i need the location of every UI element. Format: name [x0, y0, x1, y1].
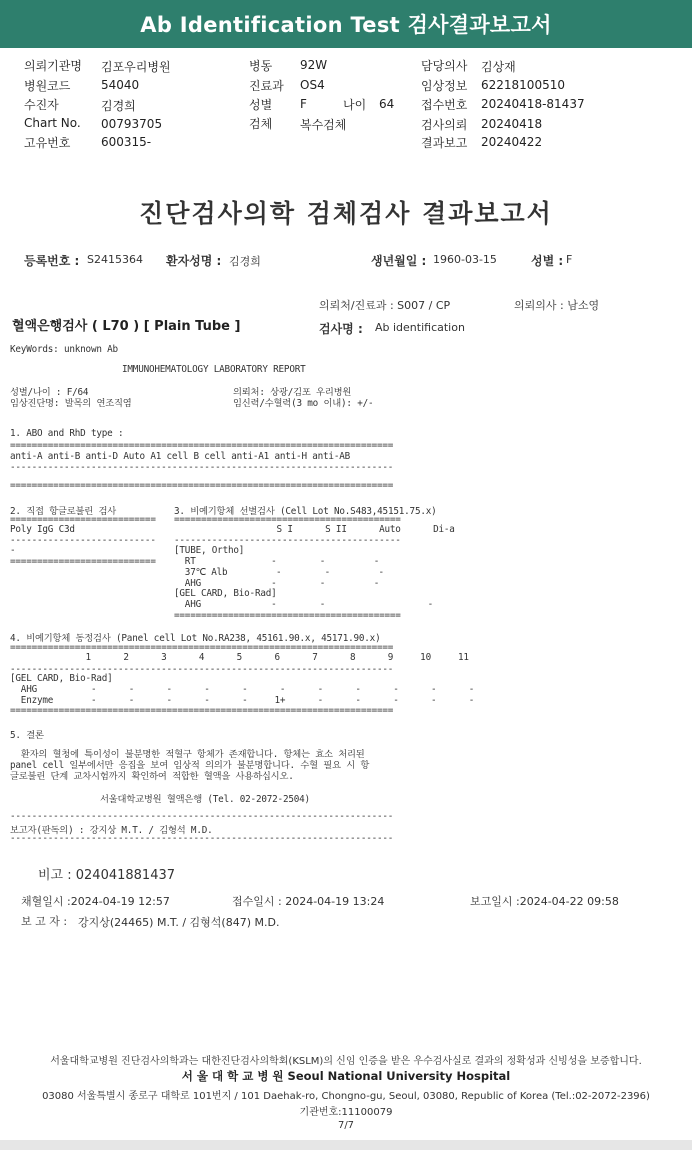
test-group: 혈액은행검사 ( L70 ) [ Plain Tube ]: [12, 319, 241, 334]
separator: ==========================================: [174, 514, 401, 525]
dat-columns: Poly IgG C3d: [10, 524, 75, 535]
lab-report-title: IMMUNOHEMATOLOGY LABORATORY REPORT: [122, 364, 306, 375]
pregnancy-transfusion: 임신력/수혈력(3 mo 이내): +/-: [233, 398, 374, 409]
chart-no-value: 00793705: [101, 117, 163, 131]
registration-value: S2415364: [87, 253, 143, 266]
requester: 의뢰처: 상광/김포 우리병원: [233, 387, 352, 398]
receipt-no-value: 20240418-81437: [481, 97, 585, 111]
physician-value: 김상재: [481, 60, 516, 74]
separator: =======================================================================: [10, 642, 394, 653]
test-name-label: 검사명 :: [319, 322, 363, 336]
report-banner-title: Ab Identification Test 검사결과보고서: [0, 0, 692, 48]
screen-row: [TUBE, Ortho]: [174, 545, 245, 556]
institution-number: 기관번호:11100079: [299, 1107, 393, 1118]
separator: ---------------------------: [10, 535, 156, 546]
department-label: 진료과: [249, 79, 284, 93]
clinical-info-value: 62218100510: [481, 78, 565, 92]
patient-name-label: 환자성명 :: [166, 254, 222, 268]
hospital-code-label: 병원코드: [24, 79, 71, 93]
final-reporter-label: 보 고 자 :: [21, 915, 68, 928]
screen-section-title: 3. 비예기항체 선별검사 (Cell Lot No.S483,45151.75.x): [174, 506, 437, 517]
separator: -----------------------------------------------------------------------: [10, 811, 394, 822]
report-date-value: 20240422: [481, 135, 543, 149]
panel-section-title: 4. 비예기항체 동정검사 (Panel cell Lot No.RA238, 45161.90.x, 45171.90.x): [10, 633, 381, 644]
receipt-no-label: 접수번호: [421, 98, 468, 112]
conclusion-title: 5. 결론: [10, 730, 44, 741]
abo-columns: anti-A anti-B anti-D Auto A1 cell B cell anti-A1 anti-H anti-AB: [10, 451, 351, 462]
final-reporter-value: 강지상(24465) M.T. / 김형석(847) M.D.: [78, 916, 280, 929]
unique-no-value: 600315-: [101, 135, 152, 149]
diagnosis: 임상진단명: 발목의 연조직염: [10, 398, 132, 409]
separator: -----------------------------------------------------------------------: [10, 664, 394, 675]
hospital-address: 03080 서울특별시 종로구 대학로 101번지 / 101 Daehak-ro, Chongno-gu, Seoul, 03080, Republic of Korea (Tel.:02-2072-2396): [42, 1091, 650, 1102]
requesting-department: 의뢰처/진료과 : S007 / CP: [319, 299, 451, 312]
patient-value: 김경희: [101, 99, 136, 113]
dat-section-title: 2. 직접 항글로불린 검사: [10, 506, 117, 517]
age-value: 64: [379, 97, 395, 111]
chart-no-label: Chart No.: [24, 116, 81, 130]
report-date-label: 결과보고: [421, 136, 468, 150]
dob-value: 1960-03-15: [433, 253, 497, 266]
separator: ===========================: [10, 556, 156, 567]
certification-note: 서울대학교병원 진단검사의학과는 대한진단검사의학회(KSLM)의 신임 인증을 받은 우수검사실로 결과의 정확성과 신빙성을 보증합니다.: [50, 1056, 642, 1067]
age-label: 나이: [343, 98, 367, 112]
specimen-value: 복수검체: [300, 118, 347, 132]
screen-row: AHG - - -: [174, 578, 380, 589]
department-value: OS4: [300, 78, 325, 92]
remarks: 비고 : 024041881437: [38, 868, 176, 883]
report-sex-label: 성별 :: [531, 254, 564, 268]
separator: =======================================================================: [10, 440, 394, 451]
report-sex-value: F: [566, 253, 573, 266]
sex-age: 성별/나이 : F/64: [10, 387, 89, 398]
receipt-time: 접수일시 : 2024-04-19 13:24: [232, 895, 385, 908]
requesting-doctor: 의뢰의사 : 남소영: [514, 299, 600, 312]
screen-columns: S I S II Auto Di-a: [174, 524, 455, 535]
sex-value: F: [300, 97, 307, 111]
registration-label: 등록번호 :: [24, 254, 80, 268]
screen-row: [GEL CARD, Bio-Rad]: [174, 588, 277, 599]
blood-bank-contact: 서울대학교병원 혈액은행 (Tel. 02-2072-2504): [100, 794, 310, 805]
keywords: KeyWords: unknown Ab: [10, 344, 118, 355]
separator: =======================================================================: [10, 480, 394, 491]
dat-result: -: [10, 545, 16, 556]
conclusion-line: panel cell 일부에서만 응집을 보여 임상적 의의가 불분명합니다. 수혈 필요 시 항: [10, 760, 370, 771]
conclusion-line: 환자의 혈청에 특이성이 불분명한 적혈구 항체가 존재합니다. 항체는 효소 처리된: [10, 749, 365, 760]
patient-name-value: 김경희: [229, 255, 261, 268]
collection-time: 채혈일시 :2024-04-19 12:57: [21, 895, 170, 908]
conclusion-line: 글로불린 단계 교차시험까지 확인하여 적합한 혈액을 사용하십시오.: [10, 771, 294, 782]
screen-row: RT - - -: [174, 556, 380, 567]
ward-label: 병동: [249, 59, 273, 73]
patient-label: 수진자: [24, 98, 59, 112]
hospital-code-value: 54040: [101, 78, 140, 92]
unique-no-label: 고유번호: [24, 136, 71, 150]
request-date-value: 20240418: [481, 117, 543, 131]
request-date-label: 검사의뢰: [421, 118, 468, 132]
specimen-label: 검체: [249, 117, 273, 131]
report-time: 보고일시 :2024-04-22 09:58: [470, 895, 619, 908]
panel-columns: 1 2 3 4 5 6 7 8 9 10 11: [10, 652, 469, 663]
hospital-name: 서 울 대 학 교 병 원 Seoul National University Hospital: [181, 1069, 511, 1083]
panel-row: AHG - - - - - - - - - - -: [10, 684, 475, 695]
separator: =======================================================================: [10, 705, 394, 716]
screen-row: AHG - - -: [174, 599, 434, 610]
clinical-info-label: 임상정보: [421, 79, 468, 93]
panel-row: Enzyme - - - - - 1+ - - - - -: [10, 695, 475, 706]
screen-row: 37℃ Alb - - -: [174, 567, 384, 578]
report-title: 진단검사의학 검체검사 결과보고서: [139, 199, 553, 228]
ward-value: 92W: [300, 58, 328, 72]
panel-row: [GEL CARD, Bio-Rad]: [10, 673, 113, 684]
page-bottom-bar: [0, 1140, 692, 1150]
separator: ==========================================: [174, 610, 401, 621]
page-number: 7/7: [337, 1120, 355, 1131]
separator: -----------------------------------------------------------------------: [10, 462, 394, 473]
separator: -----------------------------------------------------------------------: [10, 833, 394, 844]
sex-label: 성별: [249, 98, 273, 112]
report-reporter: 보고자(판독의) : 강지상 M.T. / 김형석 M.D.: [10, 825, 213, 836]
dob-label: 생년월일 :: [371, 254, 427, 268]
abo-section-title: 1. ABO and RhD type :: [10, 428, 124, 439]
physician-label: 담당의사: [421, 59, 468, 73]
separator: ------------------------------------------: [174, 535, 401, 546]
institution-value: 김포우리병원: [101, 60, 171, 74]
institution-label: 의뢰기관명: [24, 59, 82, 73]
separator: ===========================: [10, 514, 156, 525]
test-name-value: Ab identification: [375, 321, 465, 334]
